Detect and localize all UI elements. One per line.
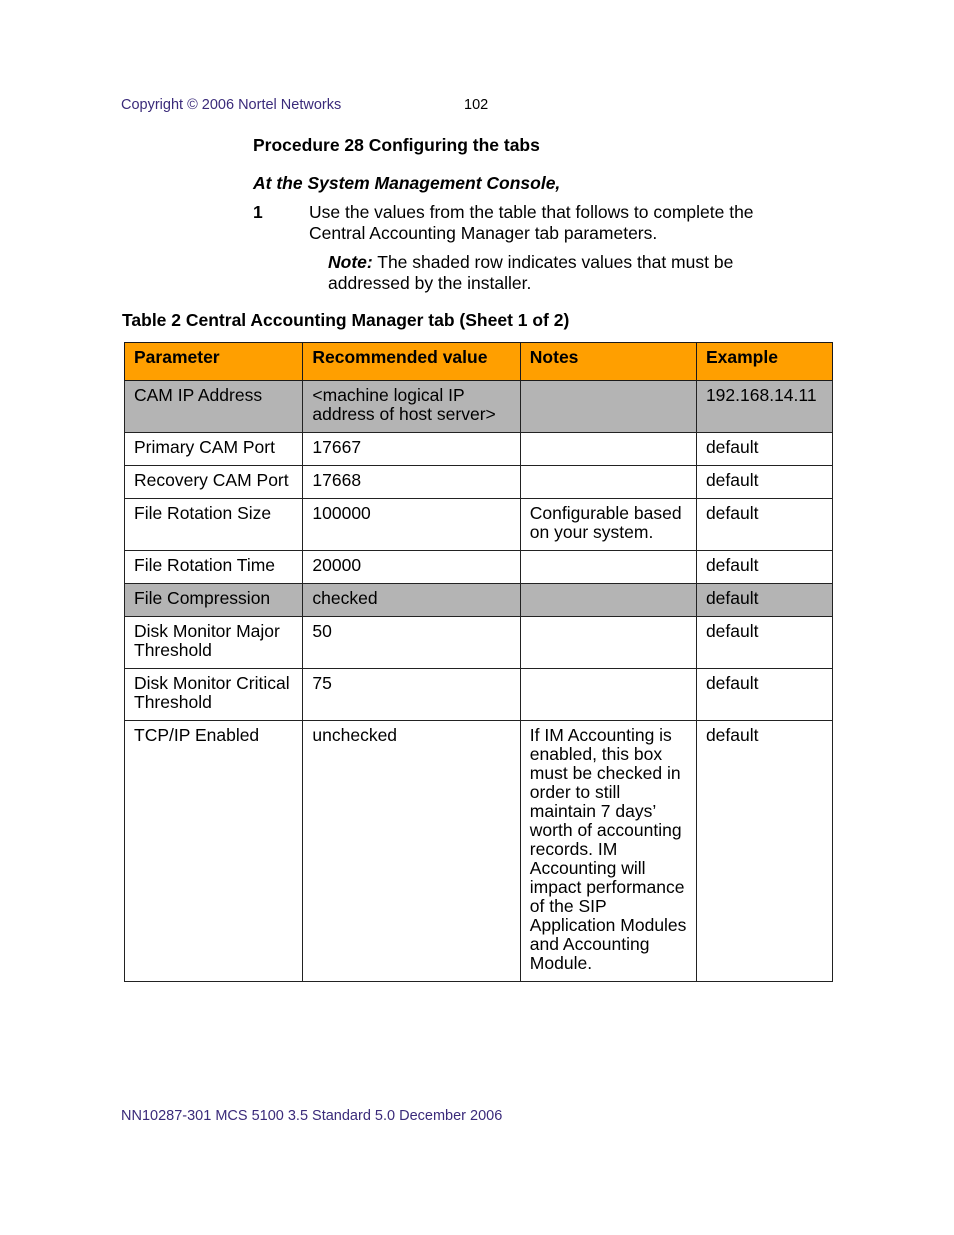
column-header-notes: Notes (520, 343, 696, 381)
parameter-cell: Recovery CAM Port (125, 466, 303, 499)
recommended-value-cell: 50 (303, 617, 520, 669)
cam-parameters-table (124, 342, 833, 982)
table-row (125, 499, 833, 551)
recommended-value-cell: 20000 (303, 551, 520, 584)
recommended-value-cell: 75 (303, 669, 520, 721)
recommended-value-cell: checked (303, 584, 520, 617)
notes-cell (520, 433, 696, 466)
notes-cell (520, 584, 696, 617)
table-title: Table 2 Central Accounting Manager tab (Sheet 1 of 2) (122, 310, 570, 330)
recommended-value-cell: 17668 (303, 466, 520, 499)
notes-cell (520, 466, 696, 499)
notes-cell (520, 617, 696, 669)
step-number: 1 (253, 202, 263, 222)
example-cell: default (696, 466, 832, 499)
example-cell: default (696, 721, 832, 982)
parameter-cell: TCP/IP Enabled (125, 721, 303, 982)
table-header-row (125, 343, 833, 381)
example-cell: default (696, 617, 832, 669)
recommended-value-cell: <machine logical IP address of host server> (303, 381, 520, 433)
parameter-cell: CAM IP Address (125, 381, 303, 433)
page-number: 102 (464, 97, 489, 113)
recommended-value-cell: 100000 (303, 499, 520, 551)
column-header-recommended-value: Recommended value (303, 343, 520, 381)
parameter-cell: File Rotation Size (125, 499, 303, 551)
table-row (125, 433, 833, 466)
notes-cell: If IM Accounting is enabled, this box must be checked in order to still maintain 7 days’ worth of accounting records. IM Accounting will impact performance of the SIP Application Modules and Accounting Module. (520, 721, 696, 982)
copyright-notice: Copyright © 2006 Nortel Networks (121, 97, 342, 113)
notes-cell (520, 381, 696, 433)
column-header-parameter: Parameter (125, 343, 303, 381)
example-cell: default (696, 669, 832, 721)
document-footer: NN10287-301 MCS 5100 3.5 Standard 5.0 December 2006 (121, 1108, 503, 1124)
parameter-cell: File Rotation Time (125, 551, 303, 584)
example-cell: default (696, 584, 832, 617)
parameter-cell: Disk Monitor Critical Threshold (125, 669, 303, 721)
column-header-example: Example (696, 343, 832, 381)
parameter-cell: File Compression (125, 584, 303, 617)
parameter-cell: Primary CAM Port (125, 433, 303, 466)
table-row (125, 617, 833, 669)
note-text: The shaded row indicates values that must be addressed by the installer. (328, 252, 734, 293)
table-row (125, 584, 833, 617)
procedure-context: At the System Management Console, (253, 173, 561, 193)
parameter-cell: Disk Monitor Major Threshold (125, 617, 303, 669)
example-cell: default (696, 433, 832, 466)
table-row (125, 381, 833, 433)
table-row (125, 721, 833, 982)
step-text: Use the values from the table that follows to complete the Central Accounting Manager tab parameters. (309, 202, 754, 243)
table-row (125, 466, 833, 499)
procedure-title: Procedure 28 Configuring the tabs (253, 135, 540, 155)
table-row (125, 551, 833, 584)
note-label: Note: (328, 252, 373, 272)
recommended-value-cell: unchecked (303, 721, 520, 982)
example-cell: 192.168.14.11 (696, 381, 832, 433)
recommended-value-cell: 17667 (303, 433, 520, 466)
example-cell: default (696, 551, 832, 584)
note (328, 252, 798, 294)
notes-cell (520, 551, 696, 584)
example-cell: default (696, 499, 832, 551)
table-row (125, 669, 833, 721)
notes-cell: Configurable based on your system. (520, 499, 696, 551)
notes-cell (520, 669, 696, 721)
